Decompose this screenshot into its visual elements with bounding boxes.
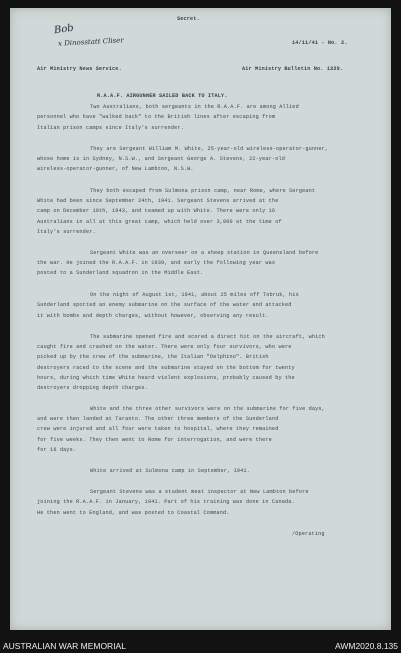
headline: R.A.A.F. AIRGUNNER SAILED BACK TO ITALY. [97,93,228,99]
body-line: personnel who have "walked back" to the British lines after escaping from [37,114,276,120]
body-line: Sergeant Stevens was a student meat inspector at New Lambton before [90,489,309,495]
classification-mark: Secret. [177,16,200,22]
body-line: joining the R.A.A.F. in January, 1941. Part of his training was done in Canada. [37,499,295,505]
body-line: The submarine opened fire and scored a direct hit on the aircraft, which [90,334,325,340]
body-line: whose home is in Sydney, N.S.W., and Sergeant George A. Stevens, 22-year-old [37,156,285,162]
body-line: White had been since September 24th, 1941. Sergeant Stevens arrived at the [37,198,279,204]
body-line: /Operating [292,531,325,537]
body-line: They are Sergeant William M. White, 25-year-old wireless-operator-gunner, [90,146,329,152]
body-line: Australians in all at this great camp, which held over 3,000 at the time of [37,219,282,225]
body-line: camp on December 10th, 1943, and teamed up with White. There were only 16 [37,208,276,214]
body-line: for five weeks. They then went to Rome for interrogation, and were there [37,437,272,443]
body-line: picked up by the crew of the submarine, the Italian "Delphino". British [37,354,269,360]
body-line: wireless-operator-gunner, of New Lambton, N.S.W. [37,166,194,172]
handwritten-note: x Dinosstatt Cliser [57,36,124,48]
body-line: the war. He joined the R.A.A.F. in 1939, and early the following year was [37,260,276,266]
body-line: and were then landed at Taranto. The other three members of the Sunderland [37,416,279,422]
body-line: Italian prison camps since Italy's surrender. [37,125,184,131]
body-line: White arrived at Sulmona camp in September, 1941. [90,468,250,474]
body-line: Sergeant White was an overseer on a sheep station in Queensland before [90,250,319,256]
body-line: Italy's surrender. [37,229,96,235]
handwritten-name: Bob [53,22,75,37]
footer-institution: AUSTRALIAN WAR MEMORIAL [3,641,126,651]
body-line: crew were injured and all four were taken to hospital, where they remained [37,426,279,432]
body-line: They both escaped from Sulmona prison camp, near Rome, where Sergeant [90,188,316,194]
body-line: destroyers dropping depth charges. [37,385,148,391]
service-name: Air Ministry News Service. [37,66,122,72]
body-line: posted to a Sunderland squadron in the Middle East. [37,270,204,276]
date-reference: 14/11/41 - No. 2. [292,40,348,46]
body-line: caught fire and crashed on the water. There were only four survivors, who were [37,344,292,350]
document-page [10,8,391,630]
bulletin-number: Air Ministry Bulletin No. 1229. [242,66,344,72]
body-line: destroyers raced to the scene and the submarine stayed on the bottom for twenty [37,365,295,371]
body-line: Sunderland spotted an enemy submarine on the surface of the water and attacked [37,302,292,308]
footer-reference: AWM2020.8.135 [335,641,398,651]
body-line: White and the three other survivors were on the submarine for five days, [90,406,325,412]
body-line: On the night of August 1st, 1941, about 25 miles off Tobruk, his [90,292,299,298]
body-line: Two Australians, both sergeants in the R.A.A.F. are among Allied [90,104,299,110]
body-line: hours, during which time White heard violent explosions, probably caused by the [37,375,295,381]
body-line: He then went to England, and was posted to Coastal Command. [37,510,230,516]
body-line: it with bombs and depth charges, without however, observing any result. [37,313,269,319]
footer-bar [0,636,401,653]
body-line: for 16 days. [37,447,77,453]
